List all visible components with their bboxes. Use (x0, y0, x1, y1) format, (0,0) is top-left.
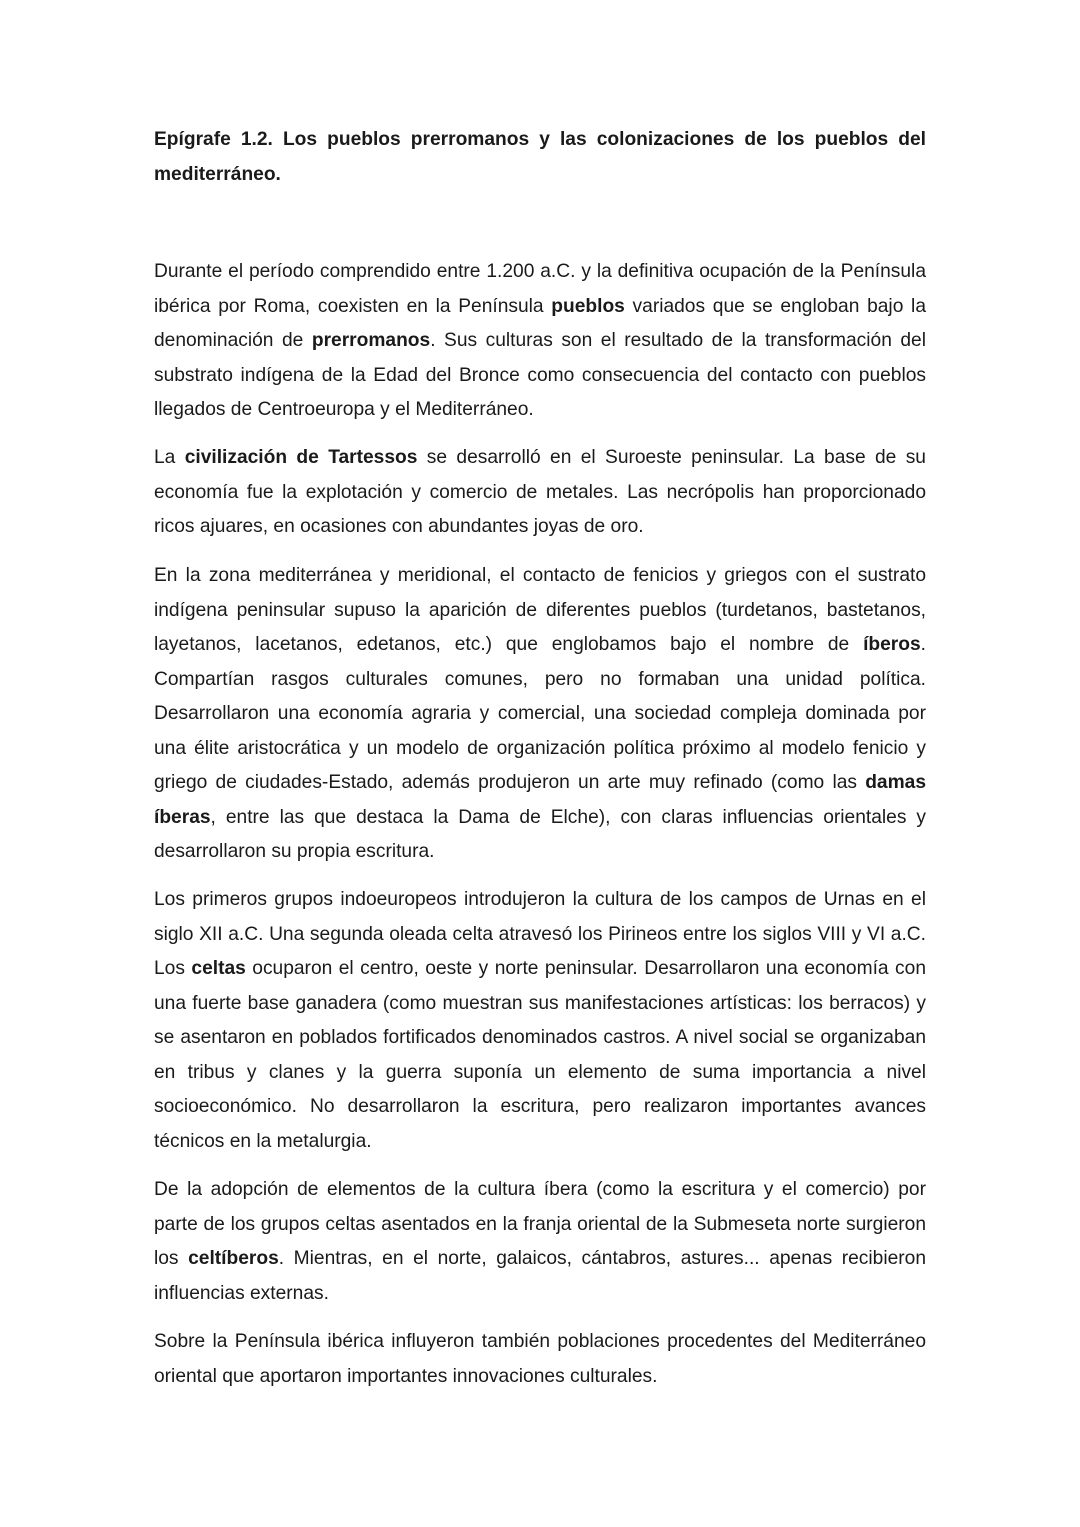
text-run: , entre las que destaca la Dama de Elche), con claras influencias orientales y desarrollaron su propia escritura. (154, 806, 926, 862)
paragraph-celtas (154, 883, 926, 1159)
text-run: La (154, 447, 185, 468)
paragraph-prerromanos (154, 255, 926, 428)
text-run: se desarrolló en el Suroeste peninsular. La base de su economía fue la explotación y comercio de metales. Las necrópolis han proporcionado ricos ajuares, en ocasiones con abundantes joyas de oro. (154, 447, 926, 537)
text-run: ocuparon el centro, oeste y norte peninsular. Desarrollaron una economía con una fuerte base ganadera (como muestran sus manifestaciones artísticas: los berracos) y se asentaron en poblados fortificados denominados castros. A nivel social se organizaban en tribus y clanes y la guerra suponía un elemento de suma importancia a nivel socioeconómico. No desarrollaron la escritura, pero realizaron importantes avances técnicos en la metalurgia. (154, 958, 926, 1152)
bold-term-celtas: celtas (191, 958, 246, 979)
bold-term-damas-iberas: damas íberas (154, 772, 926, 828)
text-run: variados que se engloban bajo la denominación de (154, 295, 926, 351)
bold-term-celtiberos: celtíberos (188, 1248, 279, 1269)
bold-term-iberos: íberos (863, 634, 921, 655)
text-run: Sobre la Península ibérica influyeron también poblaciones procedentes del Mediterráneo oriental que aportaron importantes innovaciones culturales. (154, 1331, 926, 1387)
text-run: En la zona mediterránea y meridional, el contacto de fenicios y griegos con el sustrato indígena peninsular supuso la aparición de diferentes pueblos (turdetanos, bastetanos, layetanos, lacetanos, edetanos, etc.) que englobamos bajo el nombre de (154, 565, 926, 655)
text-run: De la adopción de elementos de la cultura íbera (como la escritura y el comercio) por parte de los grupos celtas asentados en la franja oriental de la Submeseta norte surgieron los (154, 1179, 926, 1269)
page-title: Epígrafe 1.2. Los pueblos prerromanos y las colonizaciones de los pueblos del mediterráneo. (154, 129, 926, 185)
paragraph-tartessos (154, 441, 926, 545)
paragraph-celtiberos (154, 1173, 926, 1311)
text-run: Durante el período comprendido entre 1.200 a.C. y la definitiva ocupación de la Península ibérica por Roma, coexisten en la Península (154, 261, 926, 317)
text-run: . Mientras, en el norte, galaicos, cántabros, astures... apenas recibieron influencias externas. (154, 1248, 926, 1304)
bold-term-pueblos: pueblos (551, 295, 625, 317)
paragraph-mediterraneo (154, 1325, 926, 1394)
bold-term-prerromanos: prerromanos (311, 330, 431, 351)
text-run: . Compartían rasgos culturales comunes, pero no formaban una unidad política. Desarrollaron una economía agraria y comercial, una sociedad compleja dominada por una élite aristocrática y un modelo de organización política próximo al modelo fenicio y griego de ciudades-Estado, además produjeron un arte muy refinado (como las (154, 634, 926, 793)
text-run: Los primeros grupos indoeuropeos introdujeron la cultura de los campos de Urnas en el siglo XII a.C. Una segunda oleada celta atravesó los Pirineos entre los siglos VIII y VI a.C. Los (154, 889, 926, 979)
paragraph-iberos (154, 559, 926, 870)
text-run: . Sus culturas son el resultado de la transformación del substrato indígena de la Edad del Bronce como consecuencia del contacto con pueblos llegados de Centroeuropa y el Mediterráneo. (154, 330, 926, 420)
bold-term-tartessos: civilización de Tartessos (184, 447, 418, 468)
